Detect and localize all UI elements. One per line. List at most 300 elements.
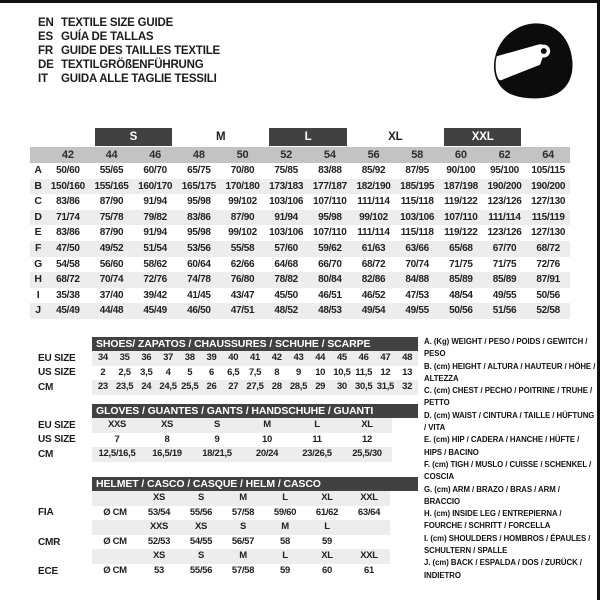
measurement-value: 107/110 [313, 227, 347, 239]
size-number: 42 [61, 149, 74, 161]
measurement-value: 55/58 [230, 242, 255, 254]
shoes-value: 4 [165, 366, 171, 378]
measurement-value: 62/66 [230, 258, 255, 270]
measurement-value: 111/114 [357, 227, 390, 239]
shoes-value: 43 [293, 352, 304, 363]
shoes-value: 28,5 [289, 381, 308, 393]
measurement-row-i [30, 288, 570, 304]
measurement-value: 49/55 [405, 305, 429, 317]
measurement-value: 67/70 [492, 242, 517, 254]
shoes-value: 28 [271, 381, 282, 393]
shoes-value: 46 [358, 352, 369, 363]
measurement-value: 182/190 [356, 180, 391, 192]
measurement-value: 103/106 [269, 227, 304, 239]
measurement-value: 165/175 [181, 180, 216, 192]
gloves-value: 8 [164, 433, 170, 445]
measurement-value: 56/60 [99, 258, 124, 270]
language-list [38, 16, 220, 86]
measurement-value: 83/88 [318, 165, 342, 176]
measurement-value: 99/102 [228, 196, 257, 208]
measurement-value: 46/50 [187, 305, 211, 317]
measurement-value: 50/60 [56, 165, 80, 176]
row-label: H [34, 273, 42, 286]
measurement-value: 41/45 [187, 289, 211, 301]
shoes-row-label: EU SIZE [38, 352, 76, 364]
shoes-value: 26 [206, 381, 217, 393]
shoes-value: 7,5 [248, 366, 262, 378]
shoes-value: 10,5 [333, 366, 351, 378]
gloves-value: 20/24 [255, 448, 279, 460]
measurement-row-e [30, 225, 570, 241]
measurement-value: 82/86 [361, 274, 386, 286]
measurement-value: 68/72 [361, 258, 386, 270]
shoes-value: 44 [315, 352, 326, 363]
helmet-value: 54/55 [189, 535, 213, 547]
shoes-value: 9 [295, 366, 301, 378]
helmet-size: XXL [360, 550, 378, 562]
measurement-value: 45/49 [56, 305, 80, 317]
legend-item: J. (cm) BACK / ESPALDA / DOS / ZURÜCK / INDIETRO [424, 558, 582, 580]
measurement-value: 75/78 [99, 211, 124, 223]
gloves-row-label: US SIZE [38, 434, 76, 446]
size-number: 48 [192, 149, 205, 161]
shoes-row-label: CM [38, 381, 54, 393]
measurement-value: 75/85 [274, 165, 298, 176]
measurement-value: 59/62 [318, 242, 342, 254]
measurement-value: 127/130 [531, 227, 566, 239]
top-border [0, 0, 600, 3]
measurement-value: 95/98 [187, 227, 211, 239]
helmet-size: M [281, 521, 289, 533]
size-number: 50 [236, 149, 249, 161]
measurement-value: 65/75 [187, 165, 211, 176]
measurement-value: 91/94 [143, 227, 167, 239]
measurement-value: 35/38 [56, 289, 80, 301]
helmet-size-row [92, 549, 390, 564]
language-code: EN [38, 17, 54, 29]
measurement-value: 107/110 [313, 196, 347, 208]
shoes-value: 5 [187, 366, 193, 378]
helmet-value-row [92, 506, 390, 521]
gloves-value: 9 [214, 433, 220, 445]
shoes-table-title: SHOES/ ZAPATOS / CHAUSSURES / SCHUHE / SCARPE [92, 337, 418, 351]
gloves-row [92, 418, 392, 433]
size-band-l: L [269, 128, 346, 146]
helmet-size: M [239, 492, 247, 503]
helmet-size [348, 520, 390, 535]
legend-item: A. (Kg) WEIGHT / PESO / POIDS / GEWITCH / PESO [424, 337, 588, 359]
helmet-value: 59 [280, 564, 290, 576]
measurement-value: 115/118 [400, 196, 434, 208]
measurement-value: 61/63 [361, 242, 386, 254]
language-row [38, 16, 220, 30]
helmet-size: XS [152, 492, 166, 503]
language-title: GUIDA ALLE TAGLIE TESSILI [61, 73, 217, 85]
measurement-value: 85/92 [361, 165, 386, 176]
size-band-xl: XL [388, 130, 403, 143]
measurement-value: 51/54 [143, 242, 167, 254]
gloves-value: 25,5/30 [352, 448, 382, 460]
helmet-unit: Ø CM [103, 564, 127, 576]
size-band-xxl: XXL [444, 128, 521, 146]
legend-item: E. (cm) HIP / CADERA / HANCHE / HÜFTE / HIPS / BACINO [424, 435, 580, 457]
helmet-size-row [92, 520, 390, 535]
measurement-row-a [30, 163, 570, 179]
gloves-value: 12 [362, 433, 372, 445]
helmet-size: S [197, 550, 205, 562]
helmet-unit: Ø CM [103, 506, 127, 518]
measurement-value: 70/74 [405, 258, 429, 270]
measurement-value: 49/54 [361, 305, 386, 317]
measurement-value: 52/58 [536, 305, 560, 317]
shoes-value: 47 [380, 352, 391, 363]
measurement-value: 185/195 [400, 180, 435, 192]
measurement-value: 87/91 [536, 274, 560, 286]
gloves-row-label: CM [38, 448, 54, 460]
measurement-value: 95/98 [318, 211, 342, 223]
helmet-size: XL [321, 492, 333, 503]
measurement-value: 47/53 [405, 289, 429, 301]
measurement-value: 111/114 [357, 196, 390, 208]
measurement-value: 66/70 [318, 258, 342, 270]
measurement-value: 155/165 [94, 180, 129, 192]
helmet-value: 63/64 [357, 506, 381, 518]
size-number-row [30, 147, 570, 163]
helmet-size: XS [152, 550, 166, 562]
shoes-value: 6,5 [227, 366, 240, 378]
measurement-value: 119/122 [444, 196, 478, 208]
helmet-size: M [239, 550, 247, 562]
row-label: D [34, 210, 42, 223]
shoes-value: 2,5 [118, 366, 131, 378]
measurement-value: 99/102 [228, 227, 257, 239]
shoes-value: 10 [315, 366, 326, 378]
measurement-value: 190/200 [531, 180, 566, 192]
measurement-value: 79/82 [143, 211, 167, 223]
row-label: I [36, 288, 40, 301]
helmet-value: 57/58 [231, 564, 255, 576]
helmet-icon [481, 13, 583, 107]
gloves-row [92, 433, 392, 448]
shoes-value: 23 [97, 381, 108, 393]
gloves-value: XS [160, 419, 174, 430]
row-label: B [34, 179, 42, 192]
measurement-value: 83/86 [56, 196, 80, 208]
helmet-value [348, 535, 390, 550]
language-code: FR [38, 45, 53, 57]
measurement-value: 46/52 [361, 289, 386, 301]
shoes-value: 3,5 [140, 366, 153, 378]
measurement-value: 173/183 [269, 180, 304, 192]
measurement-value: 60/64 [187, 258, 211, 270]
measurement-value: 50/56 [536, 289, 560, 301]
helmet-value: 56/57 [231, 535, 255, 547]
helmet-value-row [92, 564, 390, 579]
helmet-size: L [282, 492, 288, 503]
shoes-row [92, 351, 418, 366]
measurement-row-f [30, 241, 570, 257]
measurement-value: 70/80 [230, 165, 255, 176]
helmet-size: XL [321, 550, 333, 562]
measurement-value: 45/50 [274, 289, 298, 301]
measurement-value: 99/102 [359, 211, 388, 223]
helmet-table-title: HELMET / CASCO / CASQUE / HELM / CASCO [92, 477, 418, 491]
language-title: GUÍA DE TALLAS [61, 31, 154, 43]
measurement-value: 187/198 [443, 180, 478, 192]
measurement-value: 68/72 [536, 242, 560, 254]
shoes-value: 29 [315, 381, 326, 393]
measurement-value: 105/115 [531, 165, 565, 176]
measurement-value: 70/74 [99, 274, 124, 286]
measurement-value: 53/56 [187, 242, 211, 254]
measurement-row-d [30, 210, 570, 226]
measurement-value: 190/200 [487, 180, 522, 192]
gloves-value: 12,5/16,5 [98, 448, 136, 460]
measurement-value: 55/65 [99, 165, 124, 176]
legend-item: H. (cm) INSIDE LEG / ENTREPIERNA / FOURCHE / SCHRITT / FORCELLA [424, 509, 562, 531]
measurement-value: 43/47 [230, 289, 255, 301]
language-code: DE [38, 59, 54, 71]
language-row [38, 44, 220, 58]
row-label: F [34, 241, 42, 254]
gloves-value: XXS [107, 419, 127, 430]
measurement-value: 87/95 [405, 165, 429, 176]
shoes-row [92, 380, 418, 395]
legend-item: I. (cm) SHOULDERS / HOMBROS / ÉPAULES / SCHULTERN / SPALLE [424, 533, 591, 556]
shoes-value: 2 [100, 366, 106, 378]
shoes-value: 27,5 [246, 381, 264, 393]
measurement-value: 160/170 [138, 180, 173, 192]
size-band-m: M [215, 130, 226, 143]
helmet-value: 57/58 [231, 506, 255, 518]
size-band-s: S [95, 128, 172, 146]
measurement-value: 47/50 [56, 242, 80, 254]
gloves-table-title: GLOVES / GUANTES / GANTS / HANDSCHUHE / GUANTI [92, 404, 418, 418]
language-row [38, 58, 220, 72]
gloves-value: 23/26,5 [302, 448, 332, 460]
measurement-value: 85/89 [492, 274, 517, 286]
shoes-value: 30,5 [355, 381, 373, 393]
language-code: ES [38, 31, 53, 43]
size-number: 64 [542, 149, 555, 161]
shoes-value: 27 [228, 381, 239, 393]
legend-item: B. (cm) HEIGHT / ALTURA / HAUTEUR / HÖHE / ALTEZZA [424, 361, 596, 383]
measurement-value: 68/72 [56, 274, 80, 286]
helmet-value: 60 [322, 564, 332, 576]
helmet-value: 53 [154, 564, 164, 576]
helmet-size: XXL [360, 492, 378, 503]
language-title: TEXTILE SIZE GUIDE [61, 17, 174, 29]
size-number: 62 [498, 149, 511, 161]
measurement-row-c [30, 194, 570, 210]
measurement-value: 45/49 [143, 305, 167, 317]
gloves-value: L [314, 419, 320, 430]
helmet-size: S [239, 521, 247, 533]
size-number: 44 [105, 149, 118, 161]
measurement-value: 127/130 [531, 196, 566, 208]
measurement-value: 115/118 [400, 227, 434, 239]
measurement-value: 91/94 [274, 211, 298, 223]
shoes-value: 11,5 [355, 366, 373, 378]
legend-item: G. (cm) ARM / BRAZO / BRAS / ARM / BRACCIO [424, 484, 560, 506]
helmet-size-row [92, 491, 390, 506]
measurement-value: 150/160 [50, 180, 85, 192]
helmet-value: 61 [364, 564, 374, 576]
shoes-value: 23,5 [115, 381, 134, 393]
measurement-value: 49/52 [99, 242, 124, 254]
measurement-value: 87/90 [230, 211, 255, 223]
helmet-standard-label: ECE [38, 565, 58, 577]
helmet-value: 59 [322, 535, 332, 547]
shoes-value: 38 [184, 352, 195, 363]
measurement-value: 63/66 [405, 242, 429, 254]
helmet-value-row [92, 535, 390, 550]
shoes-value: 40 [228, 352, 239, 363]
shoes-value: 8 [274, 366, 280, 378]
measurement-value: 111/114 [488, 211, 521, 223]
shoes-value: 12 [380, 366, 391, 378]
measurement-value: 49/55 [492, 289, 517, 301]
shoes-value: 48 [402, 352, 413, 363]
measurement-value: 170/180 [225, 180, 260, 192]
measurement-value: 74/78 [187, 274, 211, 286]
measurement-value: 37/40 [99, 289, 124, 301]
measurement-value: 103/106 [269, 196, 304, 208]
measurement-value: 85/89 [449, 274, 473, 286]
size-band-row [30, 126, 570, 147]
language-code: IT [38, 73, 48, 85]
helmet-value: 53/54 [147, 506, 171, 518]
helmet-size: XXS [149, 521, 169, 533]
language-title: TEXTILGRÖßENFÜHRUNG [61, 59, 204, 71]
measurement-value: 83/86 [187, 211, 211, 223]
measurement-value: 123/126 [487, 196, 522, 208]
measurement-value: 46/51 [318, 289, 342, 301]
spacer [92, 549, 138, 564]
spacer [92, 491, 138, 506]
measurement-value: 76/80 [230, 274, 255, 286]
shoes-value: 41 [250, 352, 260, 363]
helmet-size: L [324, 521, 330, 533]
helmet-value: 59/60 [273, 506, 297, 518]
shoes-value: 34 [97, 352, 108, 363]
row-label: A [34, 164, 42, 176]
measurement-value: 71/74 [56, 211, 80, 223]
language-row [38, 72, 220, 86]
shoes-row [92, 366, 418, 381]
measurement-value: 119/122 [444, 227, 478, 239]
size-number: 54 [323, 149, 336, 161]
shoes-value: 24 [141, 381, 152, 393]
gloves-row-label: EU SIZE [38, 419, 76, 431]
gloves-value: S [213, 419, 221, 430]
measurement-value: 48/52 [274, 305, 298, 317]
helmet-size: XS [194, 521, 208, 533]
gloves-value: 18/21,5 [202, 448, 232, 460]
size-number: 56 [367, 149, 380, 161]
measurement-value: 84/88 [405, 274, 429, 286]
size-number: 52 [280, 149, 293, 161]
measurement-value: 47/51 [230, 305, 255, 317]
measurement-value: 57/60 [274, 242, 298, 254]
shoes-value: 31,5 [376, 381, 395, 393]
legend-item: D. (cm) WAIST / CINTURA / TAILLE / HÜFTUNG / VITA [424, 410, 595, 433]
shoes-value: 42 [271, 352, 282, 363]
measurement-value: 71/75 [449, 258, 473, 270]
size-number: 60 [454, 149, 467, 161]
helmet-value: 55/56 [189, 564, 213, 576]
size-number: 58 [411, 149, 424, 161]
shoes-value: 35 [119, 352, 130, 363]
measurement-value: 177/187 [312, 180, 347, 192]
helmet-value: 55/56 [189, 506, 213, 518]
measurement-row-j [30, 303, 570, 319]
spacer [92, 520, 138, 535]
legend-item: C. (cm) CHEST / PECHO / POITRINE / TRUHE / PETTO [424, 386, 593, 408]
shoes-value: 36 [141, 352, 152, 363]
measurement-value: 71/75 [492, 258, 517, 270]
clothing-size-table [30, 126, 570, 319]
measurement-value: 91/94 [143, 196, 167, 208]
row-label: G [34, 257, 42, 270]
measurement-value: 107/110 [444, 211, 478, 223]
helmet-unit: Ø CM [103, 535, 127, 547]
measurement-value: 90/100 [446, 165, 476, 176]
gloves-row [92, 447, 392, 462]
shoes-value: 45 [336, 352, 347, 363]
measurement-value: 65/68 [449, 242, 473, 254]
helmet-value: 52/53 [147, 535, 171, 547]
measurement-value: 39/42 [143, 289, 167, 301]
measurement-value: 50/56 [449, 305, 473, 317]
measurement-value: 103/106 [400, 211, 435, 223]
shoes-value: 6 [209, 366, 215, 378]
gloves-value: 7 [114, 433, 120, 445]
measurement-value: 87/90 [99, 227, 124, 239]
measurement-value: 60/70 [143, 165, 167, 176]
shoes-row-label: US SIZE [38, 367, 76, 379]
helmet-value: 61/62 [315, 506, 339, 518]
gloves-value: 16,5/19 [152, 448, 182, 460]
measurement-value: 54/58 [56, 258, 80, 270]
shoes-value: 37 [163, 352, 174, 363]
measurement-value: 64/68 [274, 258, 298, 270]
helmet-size: S [197, 492, 205, 503]
shoes-value: 25,5 [181, 381, 199, 393]
measurement-value: 44/48 [99, 305, 124, 317]
measurement-value: 48/53 [318, 305, 342, 317]
row-label: C [34, 195, 42, 208]
shoes-value: 13 [402, 366, 413, 378]
measurement-value: 123/126 [487, 227, 522, 239]
legend-item: F. (cm) TIGH / MUSLO / CUISSE / SCHENKEL / COSCIA [424, 459, 592, 482]
measurement-value: 83/86 [56, 227, 80, 239]
measurement-value: 58/62 [143, 258, 167, 270]
measurement-legend [424, 336, 596, 582]
language-row [38, 30, 220, 44]
gloves-value: 11 [312, 433, 322, 445]
measurement-value: 78/82 [274, 274, 298, 286]
language-title: GUIDE DES TAILLES TEXTILE [61, 45, 220, 57]
gloves-value: XL [361, 419, 373, 430]
shoes-value: 24,5 [159, 381, 177, 393]
row-label: E [34, 226, 42, 239]
helmet-size: L [282, 550, 288, 562]
measurement-value: 51/56 [492, 305, 517, 317]
measurement-value: 115/119 [531, 211, 565, 223]
measurement-value: 72/76 [143, 274, 167, 286]
measurement-row-h [30, 272, 570, 288]
